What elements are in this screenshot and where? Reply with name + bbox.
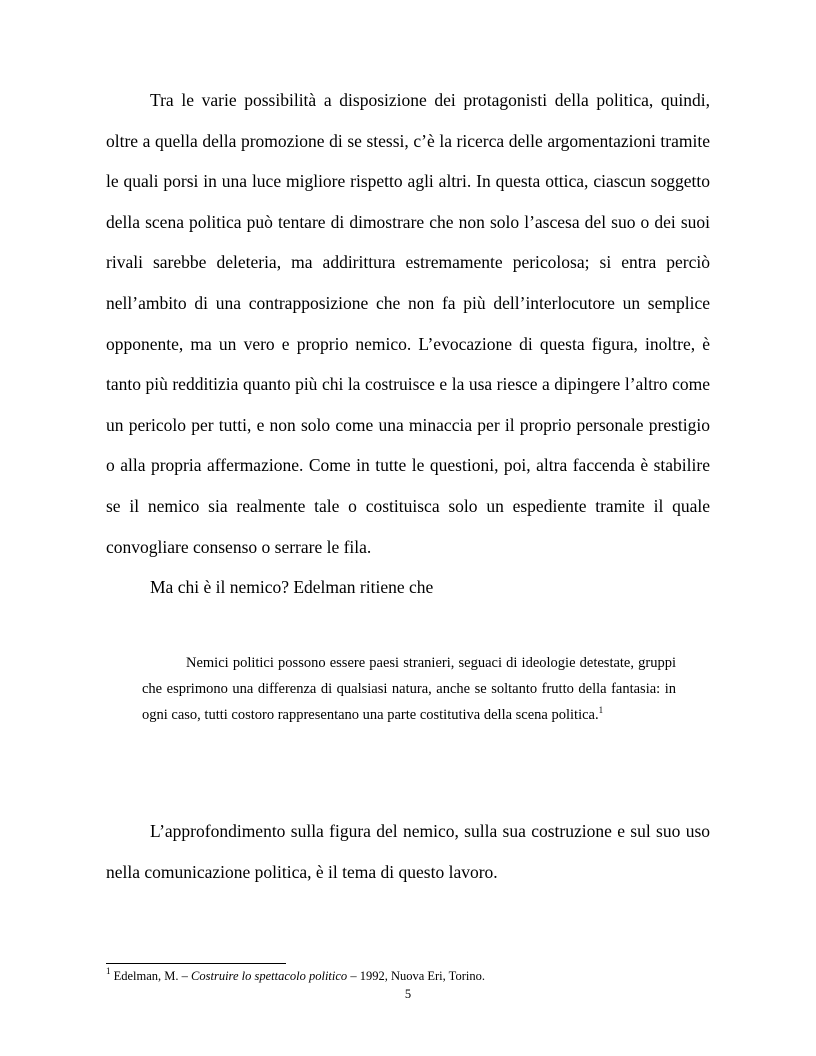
footnote-number: 1 xyxy=(106,966,111,976)
footnote-details: – 1992, Nuova Eri, Torino. xyxy=(350,969,485,983)
block-quote xyxy=(142,650,676,728)
block-quote-text: Nemici politici possono essere paesi stranieri, seguaci di ideologie detestate, gruppi che esprimono una differenza di qualsiasi natura, anche se soltanto frutto della fantasia: in ogni caso, tutti costoro rappresentano una parte costitutiva della scena politica. xyxy=(142,655,676,723)
footnote-author: Edelman, M. – xyxy=(113,969,188,983)
footnote-title: Costruire lo spettacolo politico xyxy=(191,969,348,983)
body-paragraph-3: L’approfondimento sulla figura del nemico, sulla sua costruzione e sul suo uso nella comunicazione politica, è il tema di questo lavoro. xyxy=(106,821,710,882)
footnote-reference: 1 xyxy=(598,705,604,715)
page-number: 5 xyxy=(404,987,412,1001)
body-paragraph-1: Tra le varie possibilità a disposizione dei protagonisti della politica, quindi, oltre a quella della promozione di se stessi, c’è la ricerca delle argomentazioni tramite le quali porsi in una luce migliore rispetto agli altri. In questa ottica, ciascun soggetto della scena politica può tentare di dimostrare che non solo l’ascesa del suo o dei suoi rivali sarebbe deleteria, ma addirittura estremamente pericolosa; si entra perciò nell’ambito di una contrapposizione che non fa più dell’interlocutore un semplice opponente, ma un vero e proprio nemico. L’evocazione di questa figura, inoltre, è tanto più redditizia quanto più chi la costruisce e la usa riesce a dipingere l’altro come un pericolo per tutti, e non solo come una minaccia per il proprio personale prestigio o alla propria affermazione. Come in tutte le questioni, poi, altra faccenda è stabilire se il nemico sia realmente tale o costituisca solo un espediente tramite il quale convogliare consenso o serrare le fila. xyxy=(106,90,710,557)
footnote-separator xyxy=(106,963,286,964)
body-paragraph-2: Ma chi è il nemico? Edelman ritiene che xyxy=(150,577,434,597)
footnote xyxy=(106,968,710,984)
